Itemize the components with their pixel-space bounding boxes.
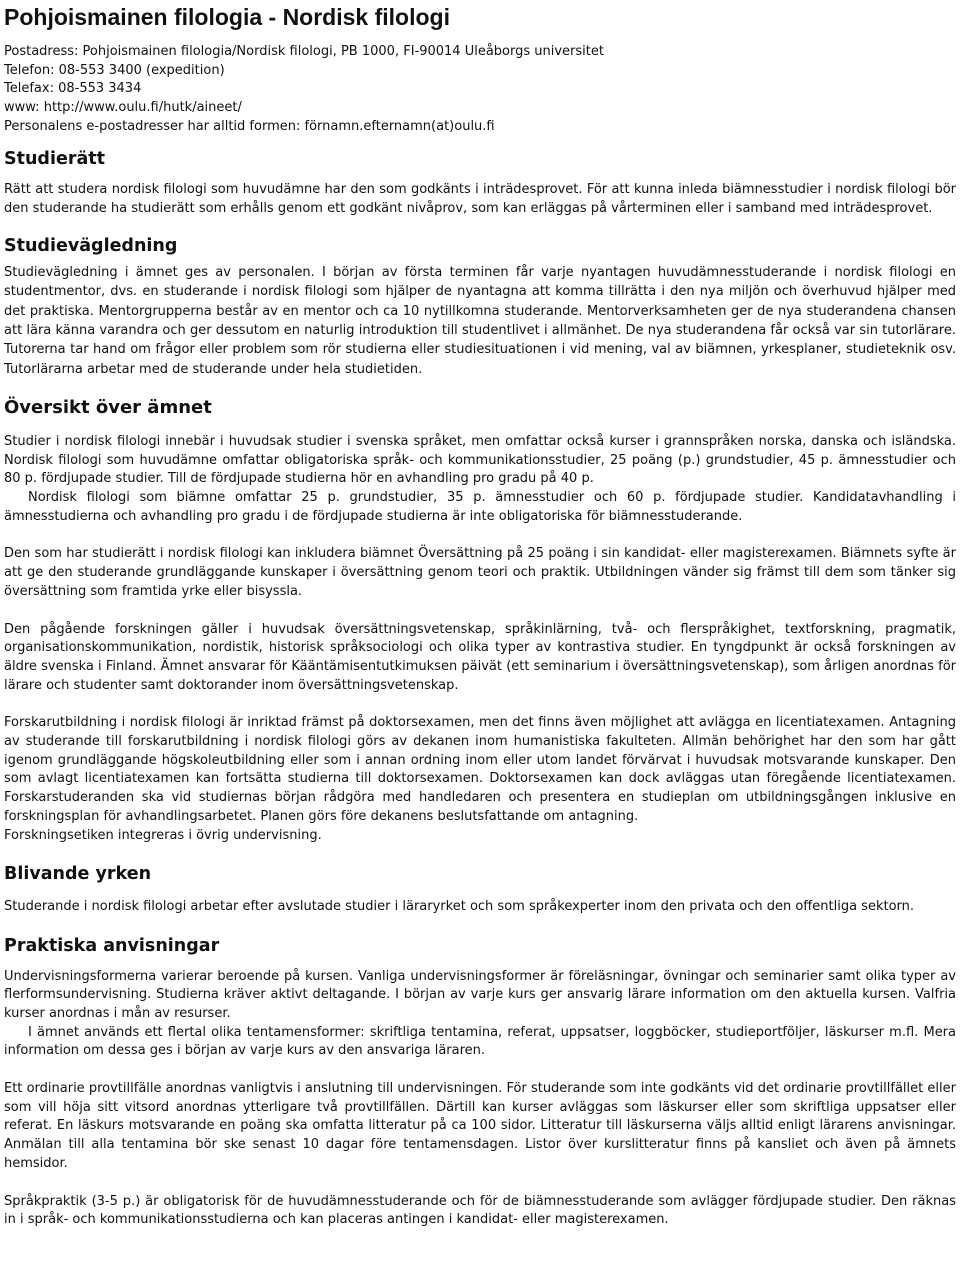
phone-number: Telefon: 08-553 3400 (expedition) <box>4 62 225 78</box>
oversikt-paragraph-5: Forskarutbildning i nordisk filologi är inriktad främst på doktorsexamen, men det finns även möjlighet att avlägga en licentiatexamen. Antagning av studerande till forskarutbildning i nordisk filologi görs av dekanen inom humanistiska fakulteten. Allmän behörighet har den som har gått igenom grundläggande högskoleutbildning eller som i annan ordning inom eller utom landet förvärvat i huvudsak motsvarande kunskaper. Den som avlagt licentiatexamen kan fortsätta studierna till doktorsexamen. Doktorsexamen kan dock avläggas utan föregående licentiatexamen. Forskarstuderanden ska vid studiernas början rådgöra med handledaren och presentera en studieplan om utbildningsgången inklusive en forskningsplan för avhandlingsarbetet. Planen görs före dekanens beslutsfattande om antagning. <box>4 715 956 824</box>
website-label: www: <box>4 100 44 116</box>
oversikt-paragraph-1: Studier i nordisk filologi innebär i huvudsak studier i svenska språket, men omfattar också kurser i grannspråken norska, danska och isländska. Nordisk filologi som huvudämne omfattar obligatoriska språk- och kommunikationsstudier, 25 poäng (p.) grundstudier, 45 p. ämnesstudier och 80 p. fördjupade studier. Till de fördjupade studierna hör en avhandling pro gradu på 40 p. <box>4 433 956 487</box>
fax-number: Telefax: 08-553 3434 <box>4 81 142 97</box>
praktiska-paragraph-4: Språkpraktik (3-5 p.) är obligatorisk för de huvudämnesstuderande och för de biämnesstuderande som avlägger fördjupade studier. Den räknas in i språk- och kommunikationsstudierna och kan placeras antingen i kandidat- eller magisterexamen. <box>4 1193 956 1228</box>
praktiska-paragraph-3: Ett ordinarie provtillfälle anordnas vanligtvis i anslutning till undervisningen. För studerande som inte godkänts vid det ordinarie provtillfället eller som vill höja sitt vitsord anordnas ytterligare två provtillfällen. Därtill kan kurser avläggas som läskurser eller som skriftliga uppsatser eller referat. En läskurs motsvarande en poäng ska omfatta litteratur på ca 100 sidor. Litteratur till läskurserna väljs alltid enligt lärarens anvisningar. Anmälan till alla tentamina bör ske senast 10 dagar före tentamensdagen. Listor över kurslitteratur finns på kansliet och även på ämnets hemsidor. <box>4 1081 956 1171</box>
email-format-note: Personalens e-postadresser har alltid formen: förnamn.efternamn(at)oulu.fi <box>4 118 495 134</box>
section-heading-blivande-yrken: Blivande yrken <box>4 864 152 885</box>
praktiska-body <box>4 968 956 1230</box>
page-title: Pohjoismainen filologia - Nordisk filologi <box>4 4 450 30</box>
praktiska-paragraph-1: Undervisningsformerna varierar beroende på kursen. Vanliga undervisningsformer är föreläsningar, övningar och seminarier samt olika typer av flerformsundervisning. Studierna kräver aktivt deltagande. I början av varje kurs ger ansvarig lärare information om den aktuella kursen. Valfria kurser anordnas i mån av resurser. <box>4 968 956 1021</box>
section-heading-praktiska: Praktiska anvisningar <box>4 935 220 956</box>
oversikt-paragraph-6: Forskningsetiken integreras i övrig undervisning. <box>4 827 322 843</box>
oversikt-paragraph-3: Den som har studierätt i nordisk filologi kan inkludera biämnet Översättning på 25 poäng i sin kandidat- eller magisterexamen. Biämnets syfte är att ge den studerande grundläggande kunskaper i översättning genom teori och praktik. Utbildningen vänder sig främst till dem som tänker sig översättning som framtida yrke eller bisyssla. <box>4 546 956 599</box>
website-link[interactable]: http://www.oulu.fi/hutk/aineet/ <box>43 100 242 116</box>
oversikt-paragraph-2: Nordisk filologi som biämne omfattar 25 p. grundstudier, 35 p. ämnesstudier och 60 p. fördjupade studier. Kandidatavhandling i ämnesstudierna och avhandling pro gradu i de fördjupade studierna är inte obligatoriska för biämnesstuderande. <box>4 490 956 524</box>
studievagledning-paragraph: Studievägledning i ämnet ges av personalen. I början av första terminen får varje nyantagen huvudämnesstuderande i nordisk filologi en studentmentor, dvs. en studerande i nordisk filologi som hjälper de nyantagna att komma tillrätta i den nya miljön och överhuvud hjälper med det praktiska. Mentorgrupperna består av en mentor och ca 10 nytillkomna studerande. Mentorverksamheten ger de nya studerandena chansen att lära känna varandra och ger dessutom en naturlig introduktion till studentlivet i allmänhet. De nya studerandena får också var sin tutorlärare. Tutorerna tar hand om frågor eller problem som rör studierna eller studiesituationen i vid mening, val av biämnen, yrkesplaner, studieteknik osv. Tutorlärarna arbetar med de studerande under hela studietiden. <box>4 265 956 377</box>
studieratt-paragraph: Rätt att studera nordisk filologi som huvudämne har den som godkänts i inträdesprovet. För att kunna inleda biämnesstudier i nordisk filologi bör den studerande ha studierätt som erhålls genom ett godkänt nivåprov, som kan erläggas på vårterminen eller i samband med inträdesprovet. <box>4 181 956 216</box>
oversikt-paragraph-4: Den pågående forskningen gäller i huvudsak översättningsvetenskap, språkinlärning, två- och flerspråkighet, textforskning, pragmatik, organisationskommunikation, nordistik, historisk språksociologi och olika typer av kontrastiva studier. En tyngdpunkt är också forskningen av äldre svenska i Finland. Ämnet ansvarar för Kääntämisentutkimuksen päivät (ett seminarium i översättningsvetenskap), som årligen anordnas för lärare och studenter samt doktorander inom översättningsvetenskap. <box>4 621 956 693</box>
oversikt-body <box>4 433 956 845</box>
postal-address: Postadress: Pohjoismainen filologia/Nordisk filologi, PB 1000, FI-90014 Uleåborgs universitet <box>4 44 604 59</box>
blivande-yrken-paragraph: Studerande i nordisk filologi arbetar efter avslutade studier i läraryrket och som språkexperter inom den privata och den offentliga sektorn. <box>4 899 915 915</box>
section-heading-studieratt: Studierätt <box>4 148 105 169</box>
contact-block <box>4 43 956 137</box>
section-heading-studievagledning: Studievägledning <box>4 236 178 257</box>
website-line <box>4 99 956 118</box>
praktiska-paragraph-2: I ämnet används ett flertal olika tentamensformer: skriftliga tentamina, referat, uppsatser, loggböcker, studieportföljer, läskurser m.fl. Mera information om dessa ges i början av varje kurs av den ansvariga läraren. <box>4 1024 956 1059</box>
section-heading-oversikt: Översikt över ämnet <box>4 396 212 418</box>
